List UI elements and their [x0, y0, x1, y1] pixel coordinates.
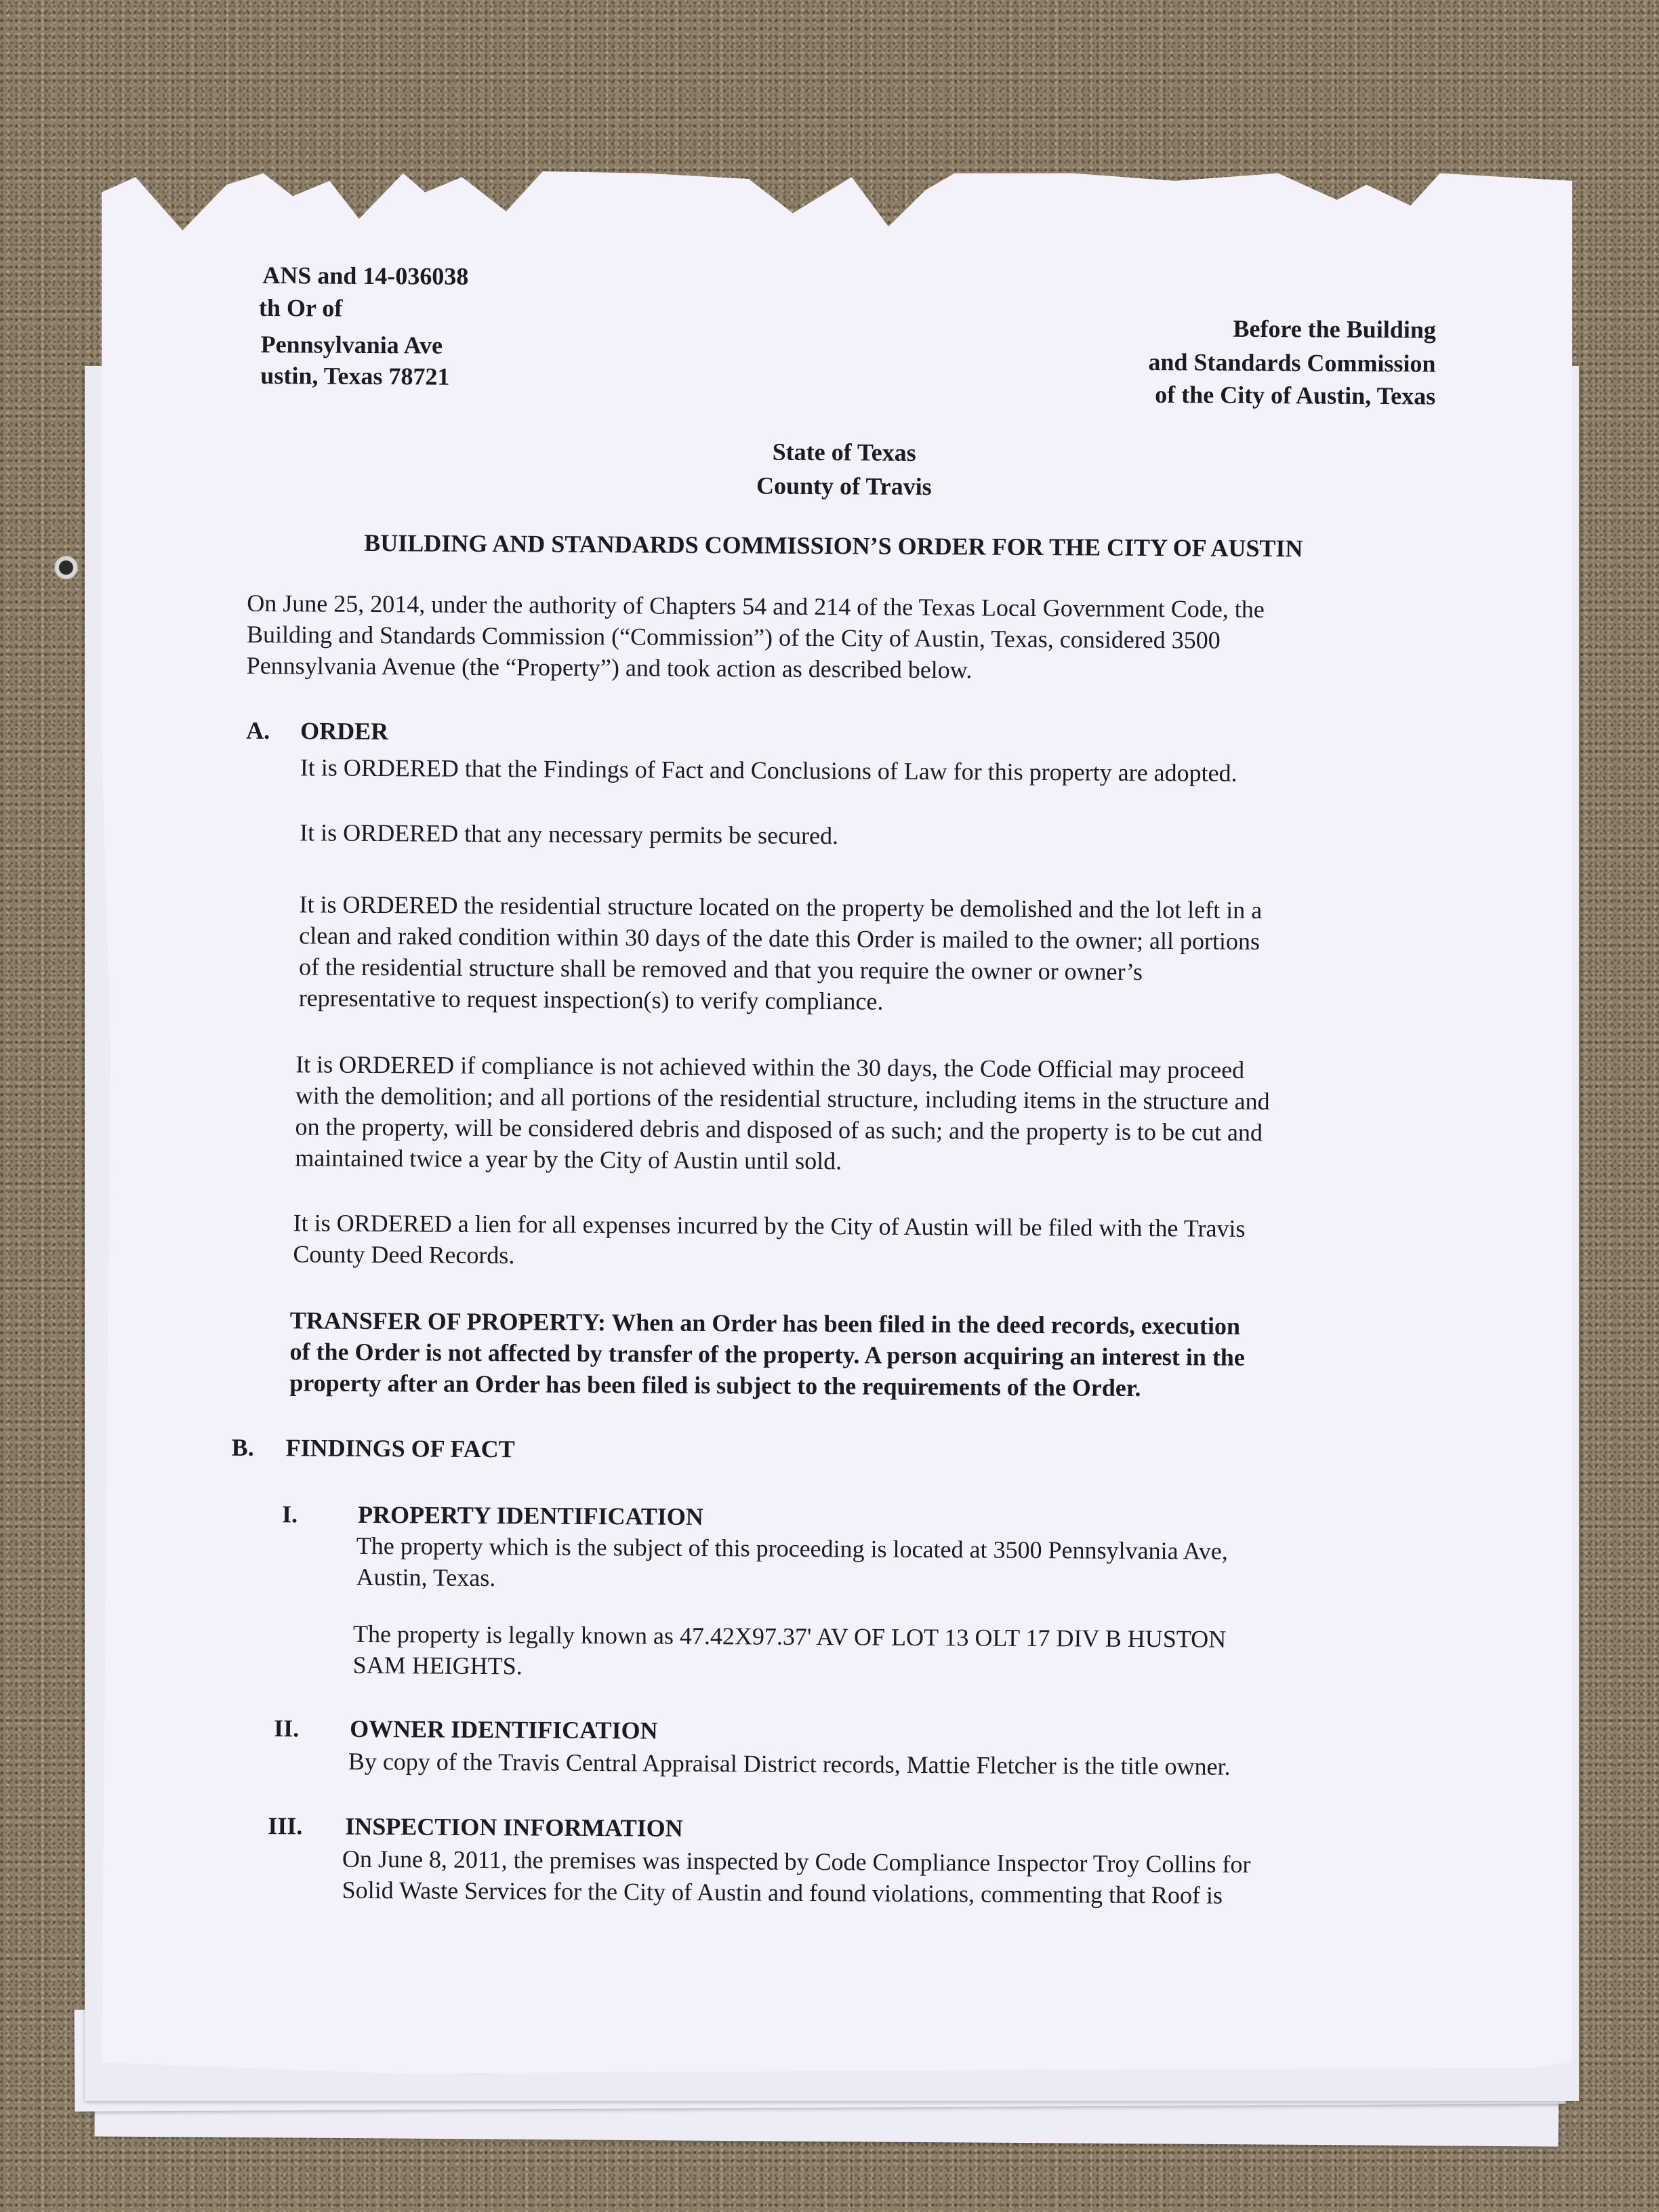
order-line: representative to request inspection(s) to verify compliance.: [298, 984, 884, 1015]
case-header-line-3: Pennsylvania Ave: [260, 330, 443, 359]
inspection-line: Solid Waste Services for the City of Austin and found violations, commenting that Roof is: [342, 1876, 1223, 1909]
subsection-i-heading: PROPERTY IDENTIFICATION: [357, 1500, 704, 1531]
subsection-ii-number: II.: [274, 1715, 300, 1742]
property-location-line: The property which is the subject of this proceeding is located at 3500 Pennsylvania Ave,: [356, 1532, 1228, 1565]
transfer-line: TRANSFER OF PROPERTY: When an Order has been filed in the deed records, execution: [289, 1307, 1241, 1340]
intro-line: Building and Standards Commission (“Commission”) of the City of Austin, Texas, considered 3500: [246, 620, 1221, 654]
section-b-letter: B.: [231, 1433, 254, 1461]
order-line: It is ORDERED if compliance is not achieved within the 30 days, the Code Official may proceed: [295, 1050, 1245, 1084]
case-header-line-2: th Or of: [258, 293, 343, 322]
commission-header-line-1: Before the Building: [1233, 314, 1436, 344]
owner-identification-line: By copy of the Travis Central Appraisal District records, Mattie Fletcher is the title owner.: [348, 1747, 1231, 1780]
subsection-i-number: I.: [281, 1500, 298, 1528]
order-paragraph-1: It is ORDERED that the Findings of Fact and Conclusions of Law for this property are adopted.: [300, 754, 1237, 787]
transfer-line: of the Order is not affected by transfer of the property. A person acquiring an interest in the: [289, 1338, 1245, 1371]
state-line: State of Texas: [772, 438, 916, 466]
case-header-line-4: ustin, Texas 78721: [260, 361, 450, 390]
subsection-iii-heading: INSPECTION INFORMATION: [345, 1812, 683, 1842]
order-line: maintained twice a year by the City of Austin until sold.: [295, 1144, 842, 1175]
order-line: of the residential structure shall be removed and that you require the owner or owner’s: [298, 953, 1143, 985]
order-line: clean and raked condition within 30 days of the date this Order is mailed to the owner; all portions: [299, 922, 1261, 956]
order-line: It is ORDERED the residential structure located on the property be demolished and the lot left in a: [299, 890, 1263, 924]
case-header-line-1: ANS and 14-036038: [262, 262, 469, 290]
commission-header-line-2: and Standards Commission: [1148, 348, 1436, 377]
order-line: on the property, will be considered debris and disposed of as such; and the property is to be cut and: [295, 1113, 1263, 1147]
section-a-heading: ORDER: [300, 717, 389, 745]
order-line: County Deed Records.: [293, 1240, 515, 1269]
legal-description-line: The property is legally known as 47.42X97.37' AV OF LOT 13 OLT 17 DIV B HUSTON: [352, 1620, 1227, 1653]
order-line: It is ORDERED a lien for all expenses incurred by the City of Austin will be filed with the Travis: [293, 1209, 1246, 1242]
commission-header-line-3: of the City of Austin, Texas: [1155, 381, 1436, 410]
intro-line: Pennsylvania Avenue (the “Property”) and took action as described below.: [246, 651, 972, 684]
section-a-letter: A.: [246, 716, 270, 745]
intro-line: On June 25, 2014, under the authority of Chapters 54 and 214 of the Texas Local Government Code, the: [247, 589, 1265, 623]
transfer-line: property after an Order has been filed is subject to the requirements of the Order.: [289, 1369, 1141, 1401]
subsection-ii-heading: OWNER IDENTIFICATION: [350, 1715, 658, 1744]
subsection-iii-number: III.: [268, 1812, 303, 1840]
legal-description-line: SAM HEIGHTS.: [352, 1651, 523, 1680]
order-line: with the demolition; and all portions of the residential structure, including items in the structure and: [295, 1082, 1270, 1115]
document-title: BUILDING AND STANDARDS COMMISSION’S ORDER FOR THE CITY OF AUSTIN: [364, 529, 1303, 562]
section-b-heading: FINDINGS OF FACT: [285, 1434, 515, 1463]
property-location-line: Austin, Texas.: [356, 1563, 496, 1592]
order-paragraph-2: It is ORDERED that any necessary permits be secured.: [300, 819, 839, 850]
county-line: County of Travis: [756, 472, 932, 501]
inspection-line: On June 8, 2011, the premises was inspected by Code Compliance Inspector Troy Collins for: [342, 1845, 1251, 1878]
